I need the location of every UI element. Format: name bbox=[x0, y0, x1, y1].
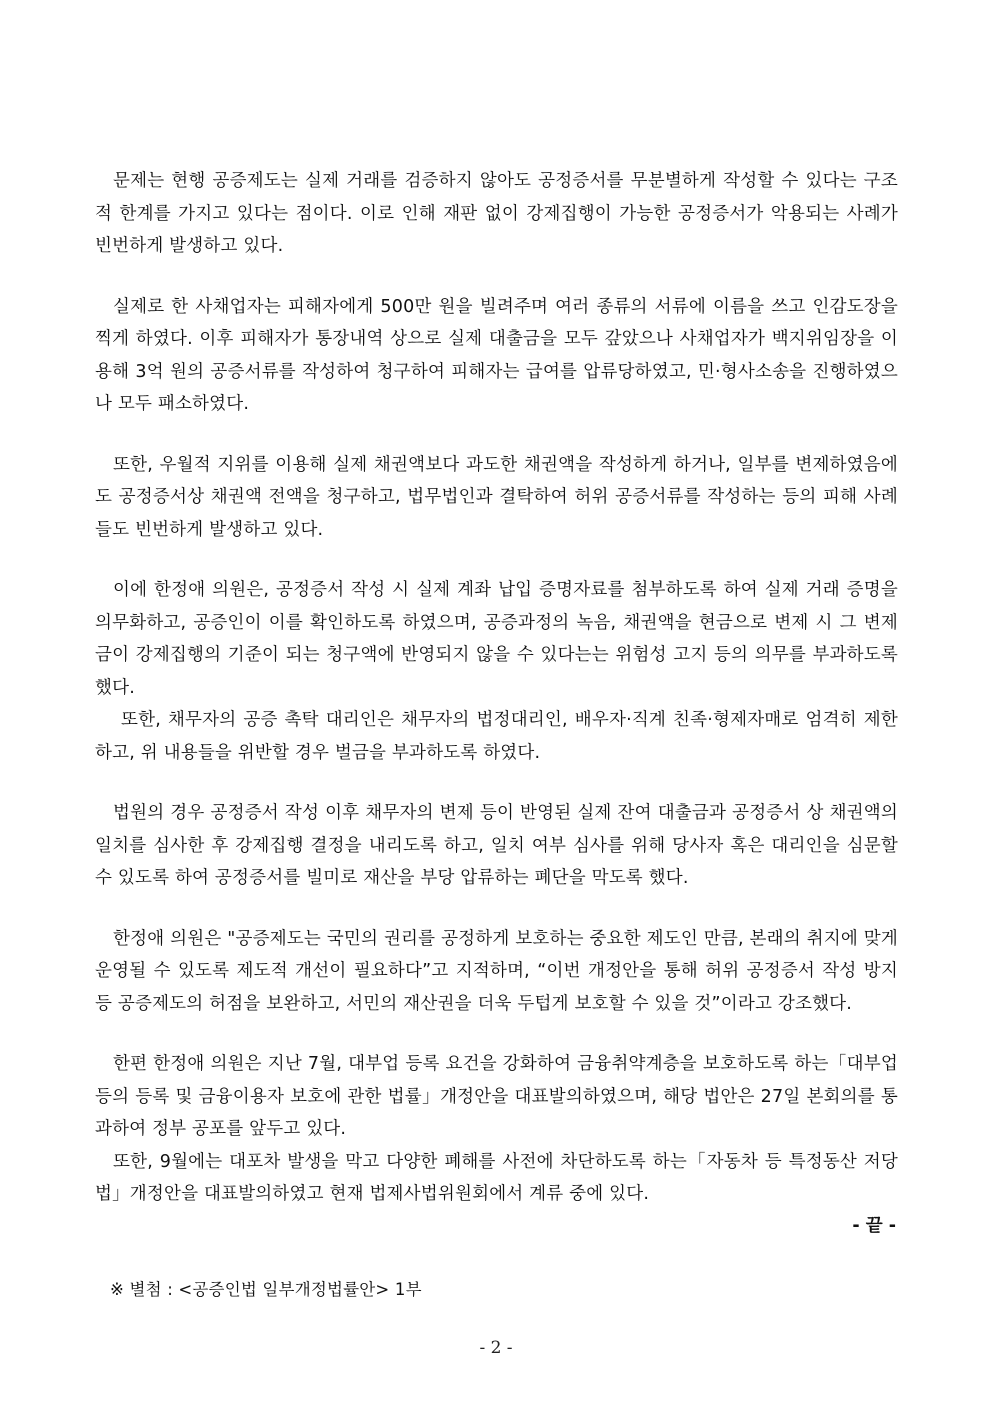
paragraph-lawmaker-quote: 한정애 의원은 "공증제도는 국민의 권리를 공정하게 보호하는 중요한 제도인 만큼, 본래의 취지에 맞게 운영될 수 있도록 제도적 개선이 필요하다”고 지적하며, “이번 개정안을 통해 허위 공정증서 작성 방지 등 공증제도의 허점을 보완하고, 서민의 재산권을 더욱 두텁게 보호할 수 있을 것”이라고 강조했다. bbox=[95, 928, 898, 1014]
paragraph-abuse-cases: 또한, 우월적 지위를 이용해 실제 채권액보다 과도한 채권액을 작성하게 하거나, 일부를 변제하였음에도 공정증서상 채권액 전액을 청구하고, 법무법인과 결탁하여 허위 공증서류를 작성하는 등의 피해 사례들도 빈번하게 발생하고 있다. bbox=[95, 454, 898, 540]
attachment-note: ※ 별첨 : <공증인법 일부개정법률안> 1부 bbox=[110, 1280, 422, 1299]
paragraph-vehicle-bill: 또한, 9월에는 대포차 발생을 막고 다양한 폐해를 사전에 차단하도록 하는「자동차 등 특정동산 저당법」개정안을 대표발의하였고 현재 법제사법위원회에서 계류 중에 있다. bbox=[95, 1151, 898, 1204]
document-body bbox=[95, 165, 898, 1241]
paragraph-agent-restriction: 또한, 채무자의 공증 촉탁 대리인은 채무자의 법정대리인, 배우자·직계 친족·형제자매로 엄격히 제한하고, 위 내용들을 위반할 경우 벌금을 부과하도록 하였다. bbox=[95, 710, 898, 763]
end-mark: - 끝 - bbox=[852, 1215, 896, 1236]
paragraph-bill-measures: 이에 한정애 의원은, 공정증서 작성 시 실제 계좌 납입 증명자료를 첨부하도록 하여 실제 거래 증명을 의무화하고, 공증인이 이를 확인하도록 하였으며, 공증과정의 녹음, 채권액을 현금으로 변제 시 그 변제금이 강제집행의 기준이 되는 청구액에 반영되지 않을 수 있다는는 위험성 고지 등의 의무를 부과하도록 했다. bbox=[95, 580, 898, 698]
paragraph-notary-system-problem: 문제는 현행 공증제도는 실제 거래를 검증하지 않아도 공정증서를 무분별하게 작성할 수 있다는 구조적 한계를 가지고 있다는 점이다. 이로 인해 재판 없이 강제집행이 가능한 공정증서가 악용되는 사례가 빈번하게 발생하고 있다. bbox=[95, 171, 898, 256]
paragraph-moneylending-bill: 한편 한정애 의원은 지난 7월, 대부업 등록 요건을 강화하여 금융취약계층을 보호하도록 하는「대부업 등의 등록 및 금융이용자 보호에 관한 법률」개정안을 대표발의하였으며, 해당 법안은 27일 본회의를 통과하여 정부 공포를 앞두고 있다. bbox=[95, 1054, 898, 1139]
paragraph-court-review: 법원의 경우 공정증서 작성 이후 채무자의 변제 등이 반영된 실제 잔여 대출금과 공정증서 상 채권액의 일치를 심사한 후 강제집행 결정을 내리도록 하고, 일치 여부 심사를 위해 당사자 혹은 대리인을 심문할 수 있도록 하여 공정증서를 빌미로 재산을 부당 압류하는 폐단을 막도록 했다. bbox=[95, 803, 898, 888]
page-number: - 2 - bbox=[479, 1338, 513, 1358]
paragraph-loan-shark-case: 실제로 한 사채업자는 피해자에게 500만 원을 빌려주며 여러 종류의 서류에 이름을 쓰고 인감도장을 찍게 하였다. 이후 피해자가 통장내역 상으로 실제 대출금을 모두 갚았으나 사채업자가 백지위임장을 이용해 3억 원의 공증서류를 작성하여 청구하여 피해자는 급여를 압류당하였고, 민·형사소송을 진행하였으나 모두 패소하였다. bbox=[95, 296, 898, 414]
